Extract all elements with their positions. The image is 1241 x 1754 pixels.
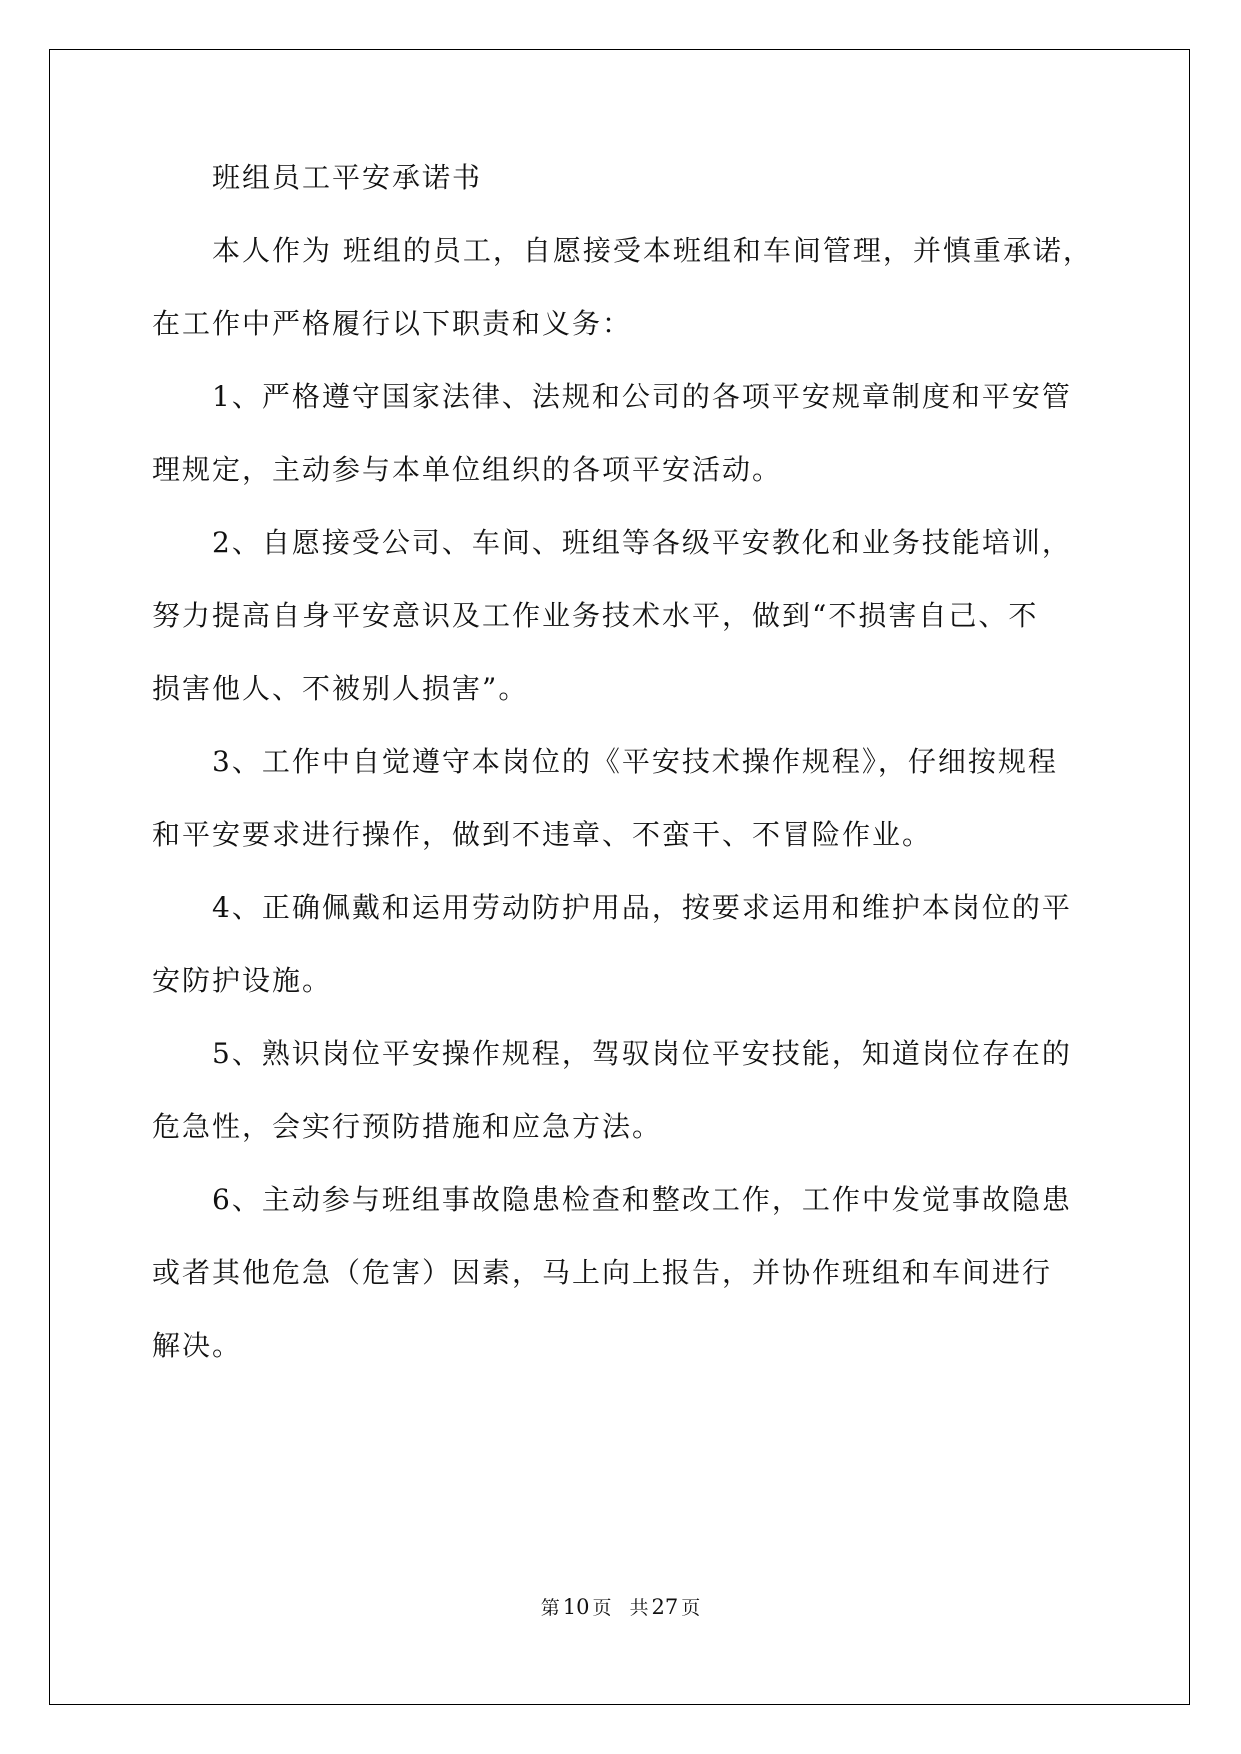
paragraph-line: 理规定，主动参与本单位组织的各项平安活动。: [152, 453, 783, 486]
paragraph-line: 1、严格遵守国家法律、法规和公司的各项平安规章制度和平安管: [212, 380, 1072, 413]
paragraph-line: 4、正确佩戴和运用劳动防护用品，按要求运用和维护本岗位的平: [212, 891, 1072, 924]
paragraph-line: 3、工作中自觉遵守本岗位的《平安技术操作规程》，仔细按规程: [212, 745, 1058, 778]
paragraph-line: 努力提高自身平安意识及工作业务技术水平，做到“不损害自己、不: [152, 599, 1039, 632]
paragraph-line: 安防护设施。: [152, 964, 333, 997]
page-footer: [0, 1593, 1241, 1620]
paragraph-line: 6、主动参与班组事故隐患检查和整改工作，工作中发觉事故隐患: [212, 1183, 1072, 1216]
paragraph-line: 损害他人、不被别人损害”。: [152, 672, 529, 705]
total-prefix: 共: [629, 1597, 649, 1619]
total-pages: 27: [651, 1595, 679, 1619]
page-prefix: 第: [540, 1597, 560, 1619]
paragraph-line: 解决。: [152, 1329, 243, 1362]
total-suffix: 页: [681, 1597, 701, 1619]
paragraph-line: 或者其他危急（危害）因素，马上向上报告，并协作班组和车间进行: [152, 1256, 1053, 1289]
page-border: [49, 49, 1190, 1705]
paragraph-line: 和平安要求进行操作，做到不违章、不蛮干、不冒险作业。: [152, 818, 933, 851]
document-title: 班组员工平安承诺书: [212, 161, 483, 194]
paragraph-line: 危急性，会实行预防措施和应急方法。: [152, 1110, 663, 1143]
paragraph-line: 5、熟识岗位平安操作规程，驾驭岗位平安技能，知道岗位存在的: [212, 1037, 1072, 1070]
page-suffix: 页: [592, 1597, 612, 1619]
page-number: 10: [562, 1595, 590, 1619]
paragraph-line: 在工作中严格履行以下职责和义务：: [152, 307, 633, 340]
paragraph-line: 2、自愿接受公司、车间、班组等各级平安教化和业务技能培训，: [212, 526, 1072, 559]
paragraph-line: 本人作为 班组的员工，自愿接受本班组和车间管理，并慎重承诺，: [212, 234, 1093, 267]
